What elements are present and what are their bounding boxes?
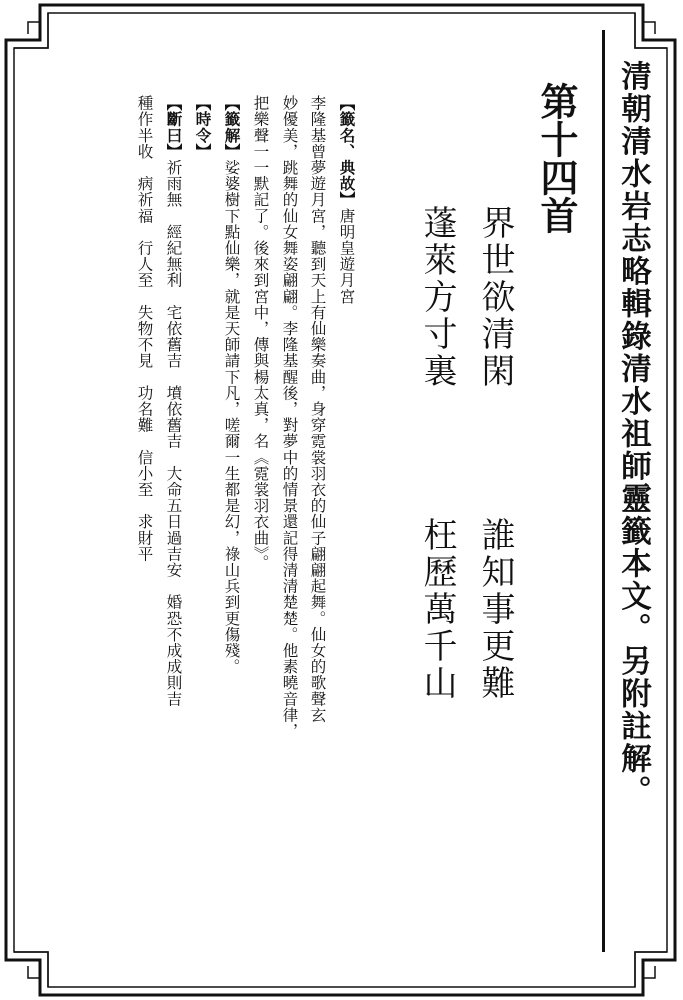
poem-line-2a: 蓬萊方寸裏 (417, 205, 457, 390)
story-line-1: 李隆基曾夢遊月宮，聽到天上有仙樂奏曲，身穿霓裳羽衣的仙子翩翩起舞。仙女的歌聲玄 (308, 95, 327, 723)
chapter-title: 第十四首 (534, 82, 579, 234)
label-judge: 【斷曰】 (164, 95, 183, 160)
label-explain: 【籤解】 (222, 95, 241, 160)
explain-line (223, 95, 239, 675)
poem-line-1a: 界世欲清閑 (475, 205, 515, 390)
side-title: 清朝清水岩志略輯錄清水祖師靈籤本文。另附註解。 (615, 60, 651, 808)
story-line-3: 把樂聲一一默記了。後來到宮中，傳與楊太真，名《霓裳羽衣曲》。 (251, 95, 270, 571)
label-sign-name: 【籤名、典故】 (337, 95, 356, 208)
story-line-2: 妙優美，跳舞的仙女舞姿翩翩。李隆基醒後，對夢中的情景還記得清清楚楚。他素曉音律， (280, 95, 299, 739)
explain-text: 娑婆樹下點仙樂，就是天師請下凡，嗟爾一生都是幻，祿山兵到更傷殘。 (222, 159, 241, 675)
sign-title: 唐明皇遊月宮 (337, 207, 356, 305)
judge-line-1 (165, 95, 181, 707)
judge-text-1: 祈雨無 經紀無利 宅依舊吉 墳依舊吉 大命五日過吉安 婚恐不成成則吉 (164, 159, 183, 707)
judge-line-2: 種作半收 病祈福 行人至 失物不見 功名難 信小至 求財平 (135, 95, 154, 562)
poem-line-2b: 枉歷萬千山 (417, 517, 457, 702)
poem-line-1b: 誰知事更難 (475, 517, 515, 702)
time-line (194, 95, 210, 159)
annotation-title-line (338, 95, 354, 304)
title-divider-line (602, 30, 605, 952)
label-time: 【時令】 (193, 95, 212, 160)
